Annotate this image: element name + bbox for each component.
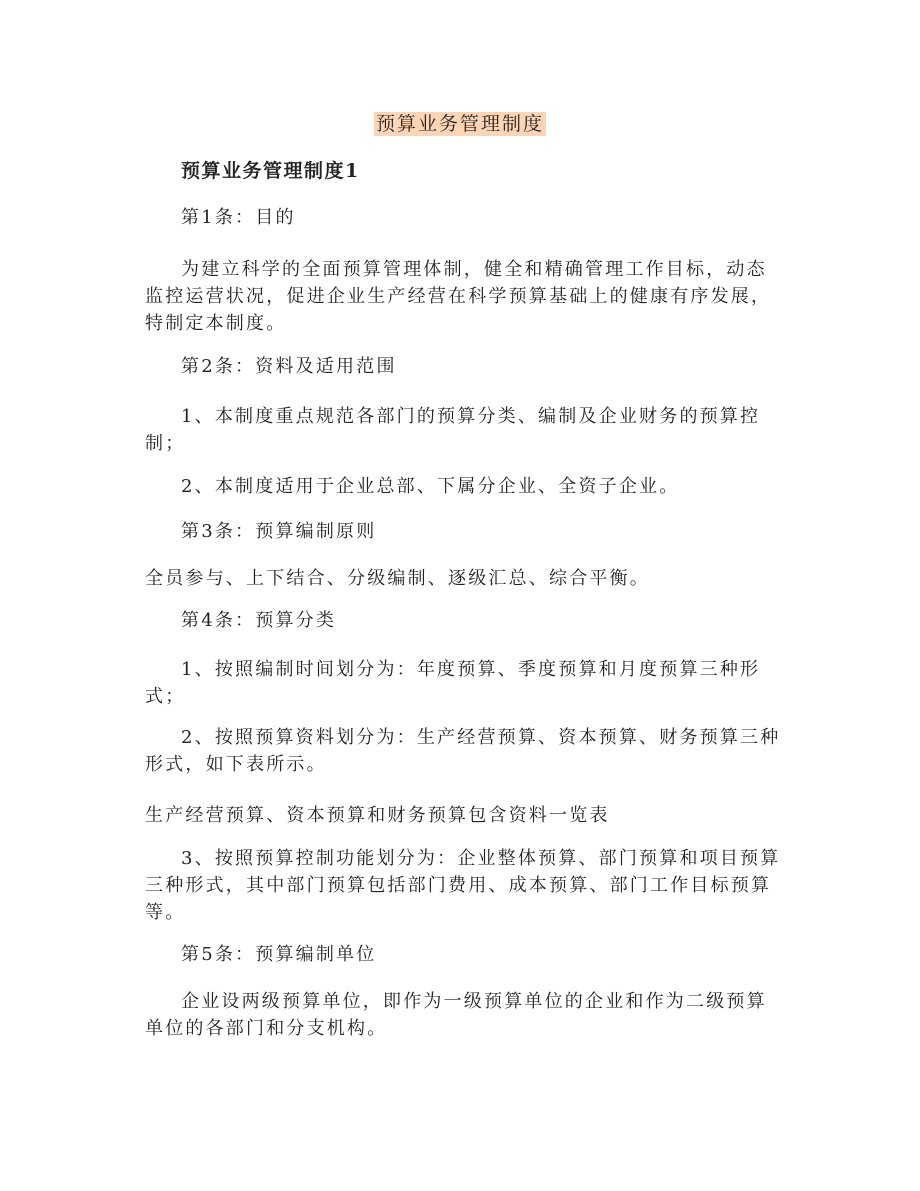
article-4-item-3: 3、按照预算控制功能划分为：企业整体预算、部门预算和项目预算三种形式，其中部门预算包括部门费用、成本预算、部门工作目标预算等。: [145, 848, 781, 923]
article-4-item-2: 2、按照预算资料划分为：生产经营预算、资本预算、财务预算三种形式，如下表所示。: [145, 727, 781, 775]
document-title-text: 预算业务管理制度: [375, 113, 544, 135]
section-heading: 预算业务管理制度1: [181, 160, 360, 182]
article-3-body: 全员参与、上下结合、分级编制、逐级汇总、综合平衡。: [145, 568, 650, 589]
article-1-heading: 第1条：目的: [181, 207, 296, 228]
article-2-item-1: 1、本制度重点规范各部门的预算分类、编制及企业财务的预算控制；: [145, 406, 761, 454]
article-2-heading: 第2条：资料及适用范围: [181, 356, 397, 377]
article-5-heading: 第5条：预算编制单位: [181, 944, 377, 965]
article-5-body: 企业设两级预算单位，即作为一级预算单位的企业和作为二级预算单位的各部门和分支机构。: [145, 991, 767, 1039]
article-4-heading: 第4条：预算分类: [181, 610, 337, 631]
article-4-item-1: 1、按照编制时间划分为：年度预算、季度预算和月度预算三种形式；: [145, 659, 761, 707]
document-title: [0, 109, 920, 136]
article-3-heading: 第3条：预算编制原则: [181, 521, 377, 542]
article-1-body: 为建立科学的全面预算管理体制，健全和精确管理工作目标，动态监控运营状况，促进企业生产经营在科学预算基础上的健康有序发展，特制定本制度。: [145, 259, 772, 334]
table-caption: 生产经营预算、资本预算和财务预算包含资料一览表: [145, 805, 610, 826]
article-2-item-2: 2、本制度适用于企业总部、下属分企业、全资子企业。: [181, 476, 680, 497]
